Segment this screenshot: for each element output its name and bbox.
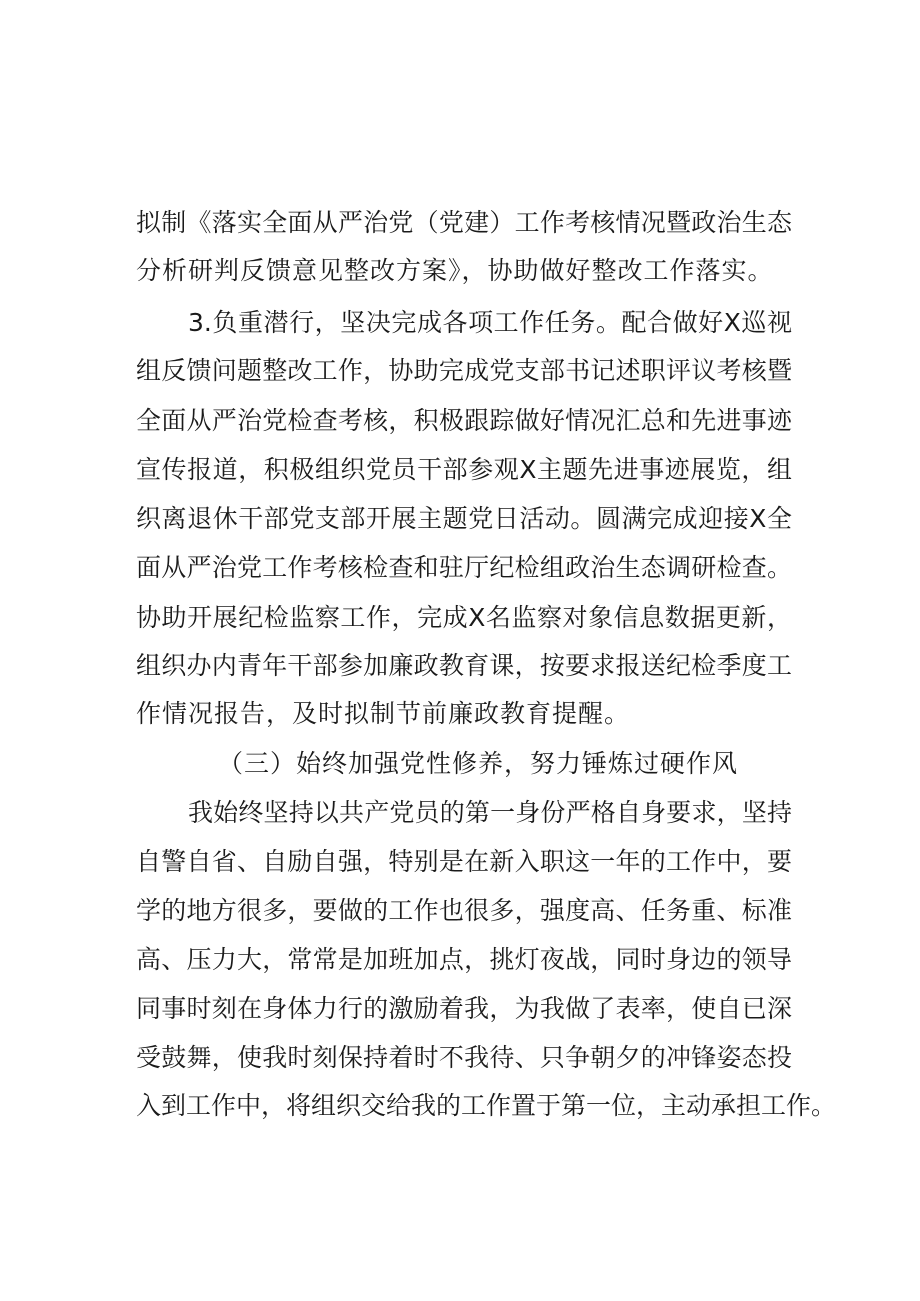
- text-line: 面从严治党工作考核检查和驻厅纪检组政治生态调研检查。: [136, 553, 792, 582]
- text-line: 全面从严治党检查考核，积极跟踪做好情况汇总和先进事迹: [136, 406, 792, 435]
- text-line: 拟制《落实全面从严治党（党建）工作考核情况暨政治生态: [136, 208, 792, 237]
- text-line: 作情况报告，及时拟制节前廉政教育提醒。: [136, 699, 631, 728]
- text-line: 高、压力大，常常是加班加点，挑灯夜战，同时身边的领导: [136, 945, 792, 974]
- numbered-paragraph-start: 3.负重潜行，坚决完成各项工作任务。配合做好X巡视: [188, 308, 792, 337]
- section-heading: （三）始终加强党性修养，努力锤炼过硬作风: [218, 749, 739, 778]
- text-line: 宣传报道，积极组织党员干部参观X主题先进事迹展览，组: [136, 455, 792, 484]
- paragraph-start: 我始终坚持以共产党员的第一身份严格自身要求，坚持: [188, 798, 792, 827]
- text-line: 组反馈问题整改工作，协助完成党支部书记述职评议考核暨: [136, 356, 792, 385]
- text-line: 学的地方很多，要做的工作也很多，强度高、任务重、标准: [136, 896, 792, 925]
- text-line: 组织办内青年干部参加廉政教育课，按要求报送纪检季度工: [136, 651, 792, 680]
- text-line: 受鼓舞，使我时刻保持着时不我待、只争朝夕的冲锋姿态投: [136, 1043, 792, 1072]
- text-line: 入到工作中，将组织交给我的工作置于第一位，主动承担工作。: [136, 1091, 837, 1120]
- text-line: 分析研判反馈意见整改方案》，协助做好整改工作落实。: [136, 256, 774, 285]
- text-line: 同事时刻在身体力行的激励着我，为我做了表率，使自已深: [136, 994, 792, 1023]
- text-line: 协助开展纪检监察工作，完成X名监察对象信息数据更新，: [136, 603, 792, 632]
- text-line: 自警自省、自励自强，特别是在新入职这一年的工作中，要: [136, 847, 792, 876]
- text-line: 织离退休干部党支部开展主题党日活动。圆满完成迎接X全: [136, 504, 792, 533]
